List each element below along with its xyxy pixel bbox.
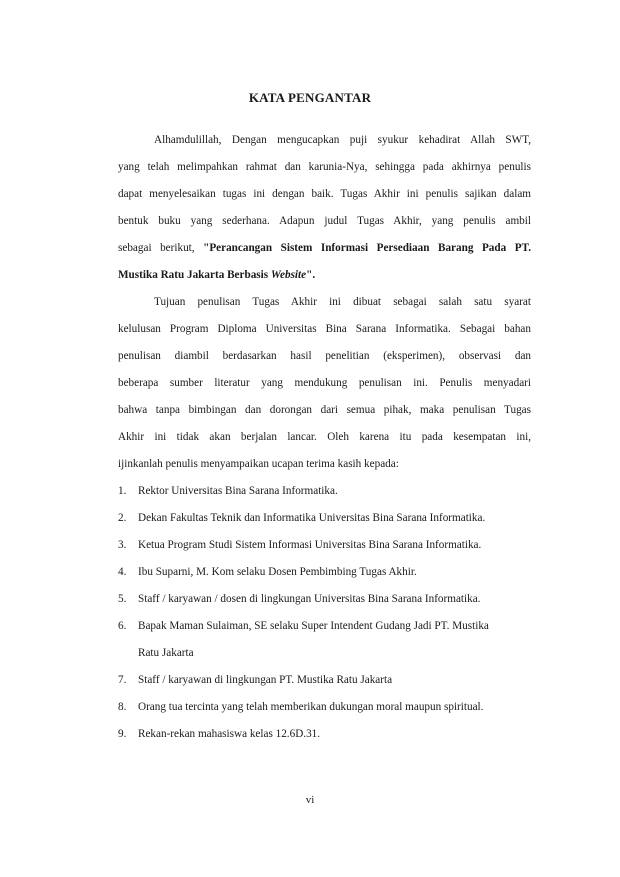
list-number: 6. bbox=[118, 620, 127, 632]
list-item bbox=[118, 726, 531, 742]
para2-line6: Akhir ini tidak akan berjalan lancar. Oleh karena itu pada kesempatan ini, bbox=[118, 431, 531, 443]
list-number: 4. bbox=[118, 566, 127, 578]
para1-line5 bbox=[118, 240, 531, 256]
para2-line2: kelulusan Program Diploma Universitas Bina Sarana Informatika. Sebagai bahan bbox=[118, 323, 531, 335]
list-item bbox=[118, 510, 531, 526]
list-number: 2. bbox=[118, 512, 127, 524]
list-number: 7. bbox=[118, 674, 127, 686]
para2-line1: Tujuan penulisan Tugas Akhir ini dibuat sebagai salah satu syarat bbox=[154, 296, 531, 308]
list-item-text: Orang tua tercinta yang telah memberikan dukungan moral maupun spiritual. bbox=[138, 701, 484, 713]
para1-line5-text: sebagai berikut, bbox=[118, 242, 204, 254]
list-item bbox=[118, 483, 531, 499]
list-item bbox=[118, 618, 531, 634]
thesis-title-part1: "Perancangan Sistem Informasi Persediaan Barang Pada PT. bbox=[203, 242, 531, 254]
list-item-text: Staff / karyawan di lingkungan PT. Mustika Ratu Jakarta bbox=[138, 674, 393, 686]
list-number: 3. bbox=[118, 539, 127, 551]
list-item bbox=[118, 537, 531, 553]
list-item-text: Rektor Universitas Bina Sarana Informatika. bbox=[138, 485, 338, 497]
list-number: 8. bbox=[118, 701, 127, 713]
list-item-text: Rekan-rekan mahasiswa kelas 12.6D.31. bbox=[138, 728, 321, 740]
list-number: 9. bbox=[118, 728, 127, 740]
list-item-text: Ibu Suparni, M. Kom selaku Dosen Pembimbing Tugas Akhir. bbox=[138, 566, 417, 578]
thesis-title-website: Website bbox=[270, 269, 307, 281]
page-number: vi bbox=[305, 794, 315, 806]
para1-line4: bentuk buku yang sederhana. Adapun judul Tugas Akhir, yang penulis ambil bbox=[118, 215, 531, 227]
list-item-text: Ratu Jakarta bbox=[138, 647, 194, 659]
para2-line7: ijinkanlah penulis menyampaikan ucapan terima kasih kepada: bbox=[118, 458, 399, 470]
para1-line2: yang telah melimpahkan rahmat dan karunia-Nya, sehingga pada akhirnya penulis bbox=[118, 161, 531, 173]
thesis-title-end: ". bbox=[306, 269, 316, 281]
list-item bbox=[118, 564, 531, 580]
list-item-text: Ketua Program Studi Sistem Informasi Universitas Bina Sarana Informatika. bbox=[138, 539, 482, 551]
para1-line1: Alhamdulillah, Dengan mengucapkan puji syukur kehadirat Allah SWT, bbox=[154, 134, 531, 146]
list-item-text: Bapak Maman Sulaiman, SE selaku Super Intendent Gudang Jadi PT. Mustika bbox=[138, 620, 489, 632]
list-item bbox=[118, 699, 531, 715]
list-item-text: Dekan Fakultas Teknik dan Informatika Universitas Bina Sarana Informatika. bbox=[138, 512, 486, 524]
para2-line3: penulisan diambil berdasarkan hasil penelitian (eksperimen), observasi dan bbox=[118, 350, 531, 362]
para1-line6 bbox=[118, 267, 531, 283]
page-title: KATA PENGANTAR bbox=[248, 90, 372, 105]
list-item bbox=[118, 672, 531, 688]
list-number: 1. bbox=[118, 485, 127, 497]
list-number: 5. bbox=[118, 593, 127, 605]
para2-line4: beberapa sumber literatur yang mendukung penulisan ini. Penulis menyadari bbox=[118, 377, 531, 389]
para1-line3: dapat menyelesaikan tugas ini dengan baik. Tugas Akhir ini penulis sajikan dalam bbox=[118, 188, 531, 200]
thesis-title-part2: Mustika Ratu Jakarta Berbasis bbox=[118, 269, 271, 281]
para2-line5: bahwa tanpa bimbingan dan dorongan dari semua pihak, maka penulisan Tugas bbox=[118, 404, 531, 416]
list-item bbox=[118, 591, 531, 607]
list-item-continuation bbox=[118, 645, 531, 661]
list-item-text: Staff / karyawan / dosen di lingkungan Universitas Bina Sarana Informatika. bbox=[138, 593, 481, 605]
